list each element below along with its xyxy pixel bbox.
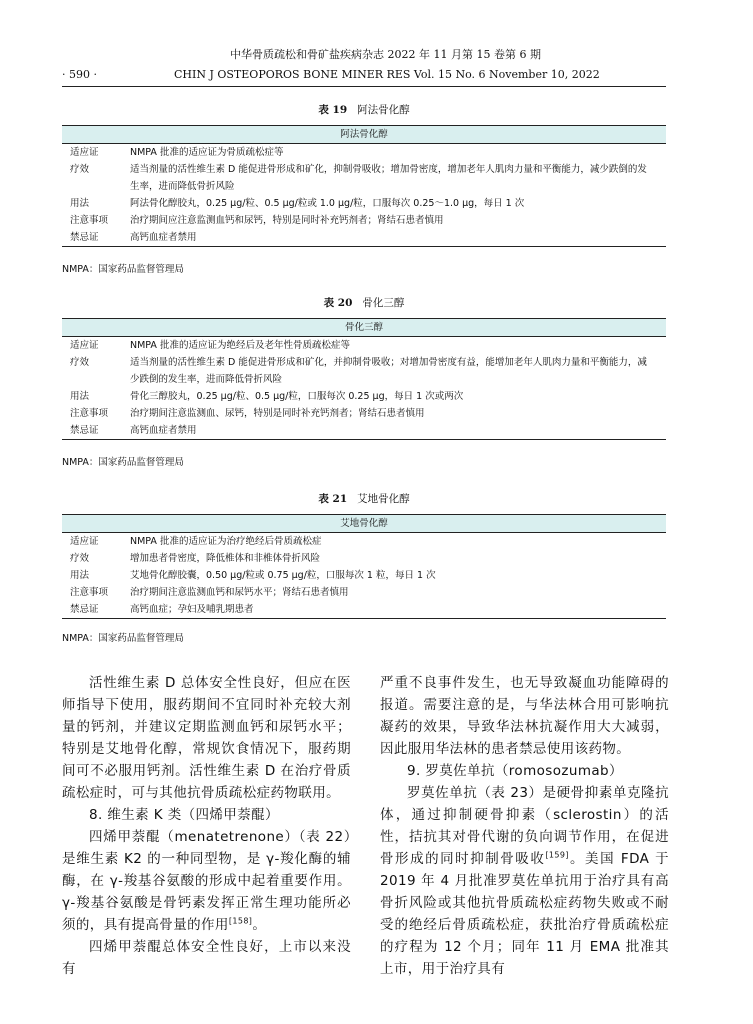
table-row: 注意事项 治疗期间注意监测血、尿钙，特别是同时补充钙剂者；肾结石患者慎用 xyxy=(70,408,425,419)
table-row: 禁忌证 高钙血症者禁用 xyxy=(62,422,666,440)
table-row: 疗效 适当剂量的活性维生素 D 能促进骨形成和矿化，并抑制骨吸收；对增加骨密度有益，能增加老年人肌肉力量和平衡能力，减少跌倒的发生率，进而降低骨折风险 xyxy=(70,357,647,385)
paragraph: 四烯甲萘醌总体安全性良好，上市以来没有 xyxy=(62,939,351,977)
header-rule xyxy=(62,86,666,87)
table-row: 疗效 适当剂量的活性维生素 D 能促进骨形成和矿化，抑制骨吸收；增加骨密度，增加老年人肌肉力量和平衡能力，减少跌倒的发生率，进而降低骨折风险 xyxy=(70,164,647,192)
table-20 xyxy=(62,318,666,440)
table-20-number: 表 20 xyxy=(323,297,353,309)
page-number: · 590 · xyxy=(62,68,97,81)
section-heading-8: 8. 维生素 K 类（四烯甲萘醌） xyxy=(89,807,279,823)
table-header: 骨化三醇 xyxy=(62,319,666,337)
journal-title-cn: 中华骨质疏松和骨矿盐疾病杂志 2022 年 11 月第 15 卷第 6 期 xyxy=(230,48,541,61)
table-header: 阿法骨化醇 xyxy=(62,126,666,144)
table-19-note: NMPA：国家药品监督管理局 xyxy=(62,264,184,275)
table-20-note: NMPA：国家药品监督管理局 xyxy=(62,457,184,468)
table-21 xyxy=(62,514,666,619)
paragraph: 四烯甲萘醌（menatetrenone）（表 22）是维生素 K2 的一种同型物，是 γ-羧化酶的辅酶，在 γ-羧基谷氨酸的形成中起着重要作用。γ-羧基谷氨酸是骨钙素发挥正常生理功能所必须的，具有提高骨量的作用[158]。 xyxy=(62,829,351,933)
table-19-caption xyxy=(62,103,666,117)
table-row: 禁忌证 高钙血症者禁用 xyxy=(62,229,666,247)
citation: [159] xyxy=(545,850,569,860)
body-right-column xyxy=(380,672,669,980)
table-row: 用法 阿法骨化醇胶丸，0.25 μg/粒、0.5 μg/粒或 1.0 μg/粒，口服每次 0.25～1.0 μg，每日 1 次 xyxy=(70,198,525,209)
body-left-column xyxy=(62,672,351,980)
table-21-title: 艾地骨化醇 xyxy=(357,493,410,505)
table-19-title: 阿法骨化醇 xyxy=(357,104,410,116)
table-19 xyxy=(62,125,666,247)
table-row: 禁忌证 高钙血症；孕妇及哺乳期患者 xyxy=(62,601,666,619)
table-21-number: 表 21 xyxy=(318,493,348,505)
table-20-caption xyxy=(62,296,666,310)
table-19-number: 表 19 xyxy=(318,104,348,116)
table-21-caption xyxy=(62,492,666,506)
table-row: 适应证 NMPA 批准的适应证为绝经后及老年性骨质疏松症等 xyxy=(70,340,350,351)
paragraph: 活性维生素 D 总体安全性良好，但应在医师指导下使用，服药期间不宜同时补充较大剂量的钙剂，并建议定期监测血钙和尿钙水平；特别是艾地骨化醇，常规饮食情况下，服药期间可不必服用钙剂。活性维生素 D 在治疗骨质疏松症时，可与其他抗骨质疏松症药物联用。 xyxy=(62,675,351,801)
table-row: 注意事项 治疗期间注意监测血钙和尿钙水平；肾结石患者慎用 xyxy=(70,587,349,598)
paragraph: 严重不良事件发生，也无导致凝血功能障碍的报道。需要注意的是，与华法林合用可影响抗凝药的效果，导致华法林抗凝作用大大减弱，因此服用华法林的患者禁忌使用该药物。 xyxy=(380,675,669,757)
table-row: 疗效 增加患者骨密度，降低椎体和非椎体骨折风险 xyxy=(70,553,321,564)
table-header: 艾地骨化醇 xyxy=(62,515,666,533)
table-row: 用法 艾地骨化醇胶囊，0.50 μg/粒或 0.75 μg/粒，口服每次 1 粒，每日 1 次 xyxy=(70,570,436,581)
table-row: 用法 骨化三醇胶丸，0.25 μg/粒、0.5 μg/粒，口服每次 0.25 μg，每日 1 次或两次 xyxy=(70,391,464,402)
citation: [158] xyxy=(228,916,253,926)
table-20-title: 骨化三醇 xyxy=(362,297,405,309)
table-21-note: NMPA：国家药品监督管理局 xyxy=(62,633,184,644)
journal-title-en: CHIN J OSTEOPOROS BONE MINER RES Vol. 15 No. 6 November 10, 2022 xyxy=(174,68,600,81)
table-row: 适应证 NMPA 批准的适应证为骨质疏松症等 xyxy=(70,147,284,158)
table-row: 适应证 NMPA 批准的适应证为治疗绝经后骨质疏松症 xyxy=(70,536,322,547)
paragraph: 罗莫佐单抗（表 23）是硬骨抑素单克隆抗体，通过抑制硬骨抑素（sclerostin）的活性，拮抗其对骨代谢的负向调节作用，在促进骨形成的同时抑制骨吸收[159]。美国 FDA 于 2019 年 4 月批准罗莫佐单抗用于治疗具有高骨折风险或其他抗骨质疏松症药物失败或不耐受的绝经后骨质疏松症，获批治疗骨质疏松症的疗程为 12 个月；同年 11 月 EMA 批准其上市，用于治疗具有 xyxy=(380,785,670,977)
table-row: 注意事项 治疗期间应注意监测血钙和尿钙，特别是同时补充钙剂者；肾结石患者慎用 xyxy=(70,215,444,226)
section-heading-9: 9. 罗莫佐单抗（romosozumab） xyxy=(407,763,623,779)
